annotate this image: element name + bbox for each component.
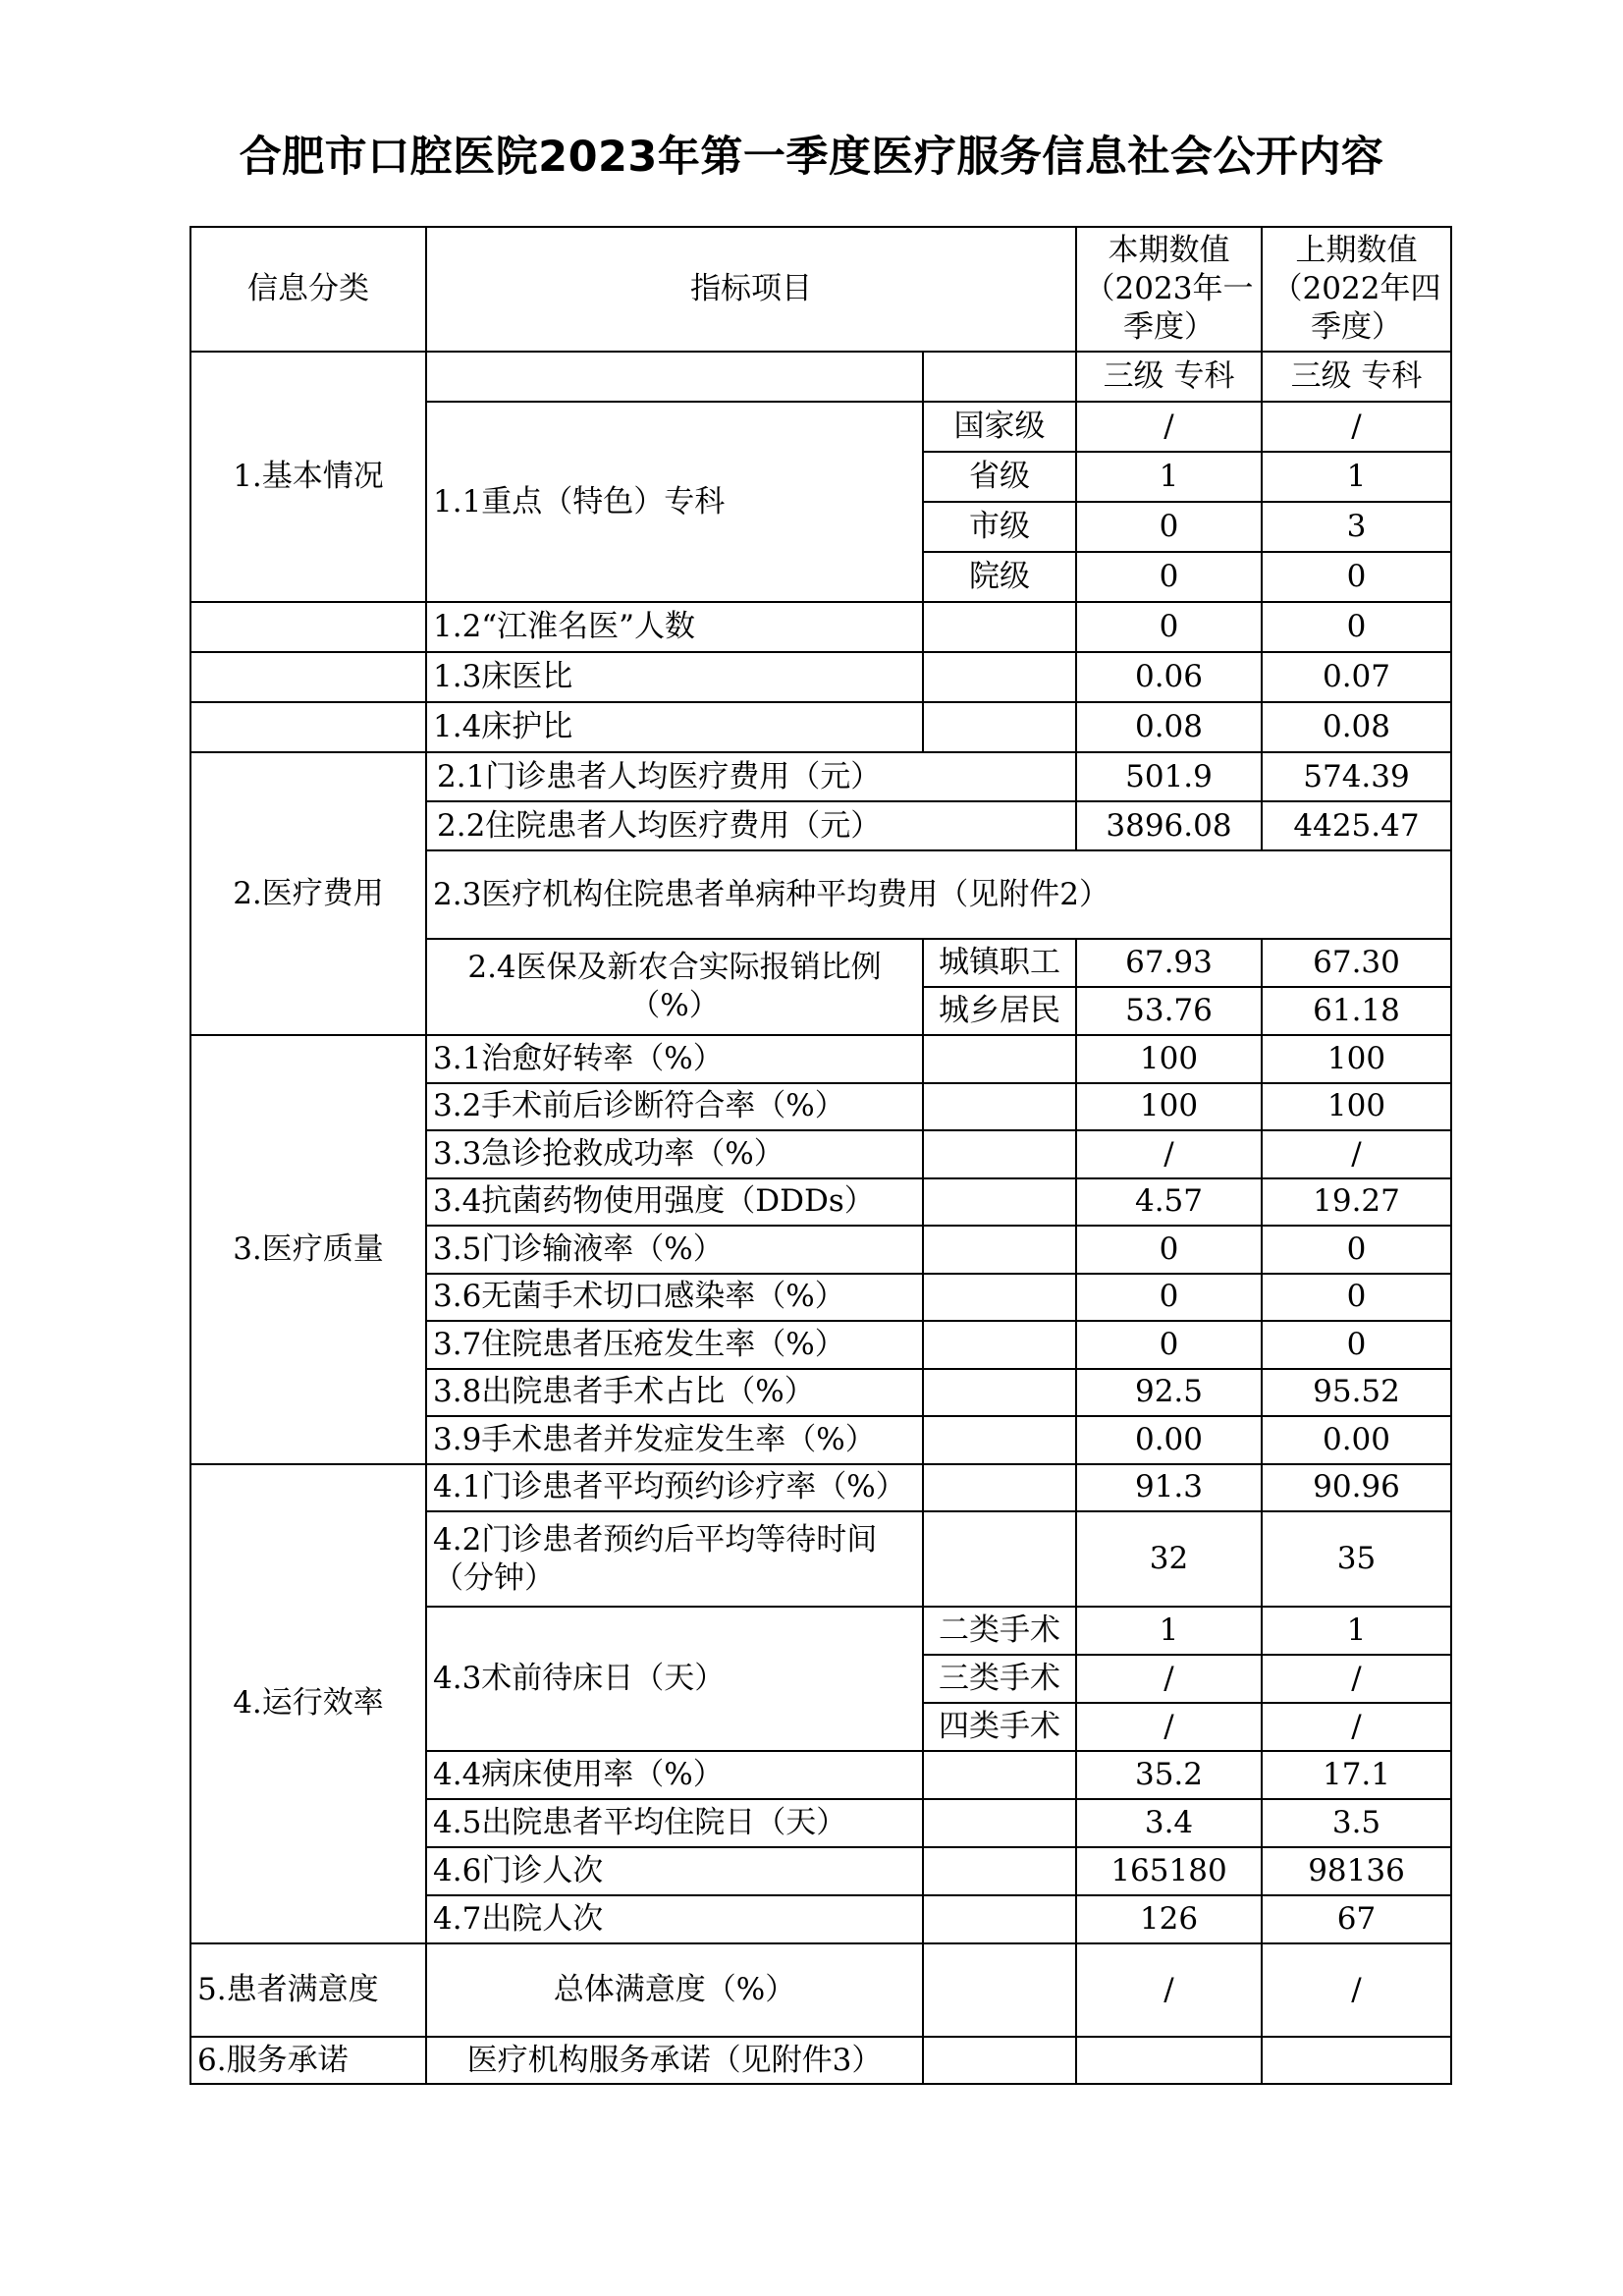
previous-value: 19.27 — [1262, 1178, 1451, 1227]
indicator-4-3: 4.3术前待床日（天） — [426, 1607, 923, 1751]
previous-value: 574.39 — [1262, 752, 1451, 801]
section-satisfaction: 5.患者满意度 — [190, 1943, 426, 2037]
indicator-label: 3.1治愈好转率（%） — [426, 1035, 923, 1083]
indicator-label: 3.5门诊输液率（%） — [426, 1226, 923, 1274]
current-value: 501.9 — [1076, 752, 1262, 801]
table-row — [190, 1464, 1451, 1512]
sub-label: 市级 — [923, 502, 1076, 552]
current-value: 0.06 — [1076, 652, 1262, 702]
indicator-label: 4.5出院患者平均住院日（天） — [426, 1799, 923, 1847]
section-quality: 3.医疗质量 — [190, 1035, 426, 1464]
previous-value: 0 — [1262, 1226, 1451, 1274]
section-efficiency: 4.运行效率 — [190, 1464, 426, 1944]
previous-value: 0 — [1262, 552, 1451, 602]
indicator-label: 2.2住院患者人均医疗费用（元） — [426, 801, 1076, 850]
previous-value: 3.5 — [1262, 1799, 1451, 1847]
table-row — [190, 752, 1451, 801]
indicator-label: 3.9手术患者并发症发生率（%） — [426, 1416, 923, 1464]
previous-value: 4425.47 — [1262, 801, 1451, 850]
previous-value: 1 — [1262, 452, 1451, 502]
current-value: 32 — [1076, 1511, 1262, 1607]
indicator-label: 3.3急诊抢救成功率（%） — [426, 1130, 923, 1178]
current-value: 0 — [1076, 1274, 1262, 1322]
indicator-2-3: 2.3医疗机构住院患者单病种平均费用（见附件2） — [426, 850, 1451, 939]
previous-value: 0.08 — [1262, 702, 1451, 752]
previous-value: 100 — [1262, 1083, 1451, 1131]
current-value: 3.4 — [1076, 1799, 1262, 1847]
indicator-2-4: 2.4医保及新农合实际报销比例（%） — [426, 939, 923, 1035]
previous-value: / — [1262, 1130, 1451, 1178]
previous-value: 0 — [1262, 1274, 1451, 1322]
sub-label: 国家级 — [923, 402, 1076, 452]
previous-value: 3 — [1262, 502, 1451, 552]
sub-label: 三类手术 — [923, 1655, 1076, 1703]
indicator-label: 4.1门诊患者平均预约诊疗率（%） — [426, 1464, 923, 1512]
current-value: 3896.08 — [1076, 801, 1262, 850]
current-value: 53.76 — [1076, 987, 1262, 1035]
section-commitment: 6.服务承诺 — [190, 2037, 426, 2084]
previous-value: 100 — [1262, 1035, 1451, 1083]
current-value: / — [1076, 1943, 1262, 2037]
current-value: 0 — [1076, 552, 1262, 602]
header-category: 信息分类 — [190, 227, 426, 352]
current-value: 126 — [1076, 1895, 1262, 1943]
current-value: / — [1076, 1655, 1262, 1703]
indicator-label: 总体满意度（%） — [426, 1943, 923, 2037]
indicator-label: 4.6门诊人次 — [426, 1847, 923, 1895]
indicator-label: 3.7住院患者压疮发生率（%） — [426, 1321, 923, 1369]
previous-value: 0.07 — [1262, 652, 1451, 702]
info-table — [189, 226, 1452, 2085]
sub-label: 四类手术 — [923, 1703, 1076, 1751]
current-value: 0 — [1076, 602, 1262, 652]
previous-value: 17.1 — [1262, 1751, 1451, 1799]
table-row — [190, 602, 1451, 652]
sub-label: 院级 — [923, 552, 1076, 602]
indicator-label: 3.4抗菌药物使用强度（DDDs） — [426, 1178, 923, 1227]
current-value: 91.3 — [1076, 1464, 1262, 1512]
indicator-label: 4.2门诊患者预约后平均等待时间（分钟） — [426, 1511, 923, 1607]
current-value: 0 — [1076, 1321, 1262, 1369]
previous-value: 1 — [1262, 1607, 1451, 1655]
current-value: 4.57 — [1076, 1178, 1262, 1227]
previous-value: 67.30 — [1262, 939, 1451, 987]
level-row — [190, 352, 1451, 402]
section-basic: 1.基本情况 — [190, 352, 426, 602]
header-row — [190, 227, 1451, 352]
previous-value: / — [1262, 402, 1451, 452]
indicator-label: 1.2“江淮名医”人数 — [426, 602, 923, 652]
sub-label: 城乡居民 — [923, 987, 1076, 1035]
previous-value: 61.18 — [1262, 987, 1451, 1035]
current-value: 0.00 — [1076, 1416, 1262, 1464]
indicator-label: 3.2手术前后诊断符合率（%） — [426, 1083, 923, 1131]
current-value: / — [1076, 1703, 1262, 1751]
previous-value: 67 — [1262, 1895, 1451, 1943]
previous-value: / — [1262, 1655, 1451, 1703]
current-value: / — [1076, 1130, 1262, 1178]
table-row — [190, 652, 1451, 702]
page-title: 合肥市口腔医院2023年第一季度医疗服务信息社会公开内容 — [239, 133, 1384, 182]
previous-value: 0.00 — [1262, 1416, 1451, 1464]
indicator-label: 4.4病床使用率（%） — [426, 1751, 923, 1799]
previous-value: 0 — [1262, 602, 1451, 652]
current-value: 100 — [1076, 1083, 1262, 1131]
table-row — [190, 1035, 1451, 1083]
previous-value: 95.52 — [1262, 1369, 1451, 1417]
current-value: 0 — [1076, 1226, 1262, 1274]
current-value: 1 — [1076, 452, 1262, 502]
indicator-label: 医疗机构服务承诺（见附件3） — [426, 2037, 923, 2084]
sub-label: 城镇职工 — [923, 939, 1076, 987]
previous-value: / — [1262, 1943, 1451, 2037]
current-value: 0 — [1076, 502, 1262, 552]
previous-value: / — [1262, 1703, 1451, 1751]
sub-label: 二类手术 — [923, 1607, 1076, 1655]
table-row — [190, 1943, 1451, 2037]
sub-label: 省级 — [923, 452, 1076, 502]
current-value: 67.93 — [1076, 939, 1262, 987]
current-level: 三级 专科 — [1076, 352, 1262, 402]
current-value: 100 — [1076, 1035, 1262, 1083]
indicator-label: 2.1门诊患者人均医疗费用（元） — [426, 752, 1076, 801]
indicator-label: 1.4床护比 — [426, 702, 923, 752]
indicator-label: 3.8出院患者手术占比（%） — [426, 1369, 923, 1417]
table-row — [190, 2037, 1451, 2084]
previous-level: 三级 专科 — [1262, 352, 1451, 402]
current-value: 165180 — [1076, 1847, 1262, 1895]
previous-value: 90.96 — [1262, 1464, 1451, 1512]
current-value: 92.5 — [1076, 1369, 1262, 1417]
current-value: 35.2 — [1076, 1751, 1262, 1799]
section-cost: 2.医疗费用 — [190, 752, 426, 1035]
previous-value: 0 — [1262, 1321, 1451, 1369]
header-current: 本期数值（2023年一季度） — [1076, 227, 1262, 352]
table-row — [190, 702, 1451, 752]
indicator-1-1: 1.1重点（特色）专科 — [426, 402, 923, 602]
current-value: 1 — [1076, 1607, 1262, 1655]
indicator-label: 4.7出院人次 — [426, 1895, 923, 1943]
previous-value: 35 — [1262, 1511, 1451, 1607]
current-value: 0.08 — [1076, 702, 1262, 752]
current-value: / — [1076, 402, 1262, 452]
header-previous: 上期数值（2022年四季度） — [1262, 227, 1451, 352]
indicator-label: 1.3床医比 — [426, 652, 923, 702]
previous-value: 98136 — [1262, 1847, 1451, 1895]
header-indicator: 指标项目 — [426, 227, 1076, 352]
indicator-label: 3.6无菌手术切口感染率（%） — [426, 1274, 923, 1322]
